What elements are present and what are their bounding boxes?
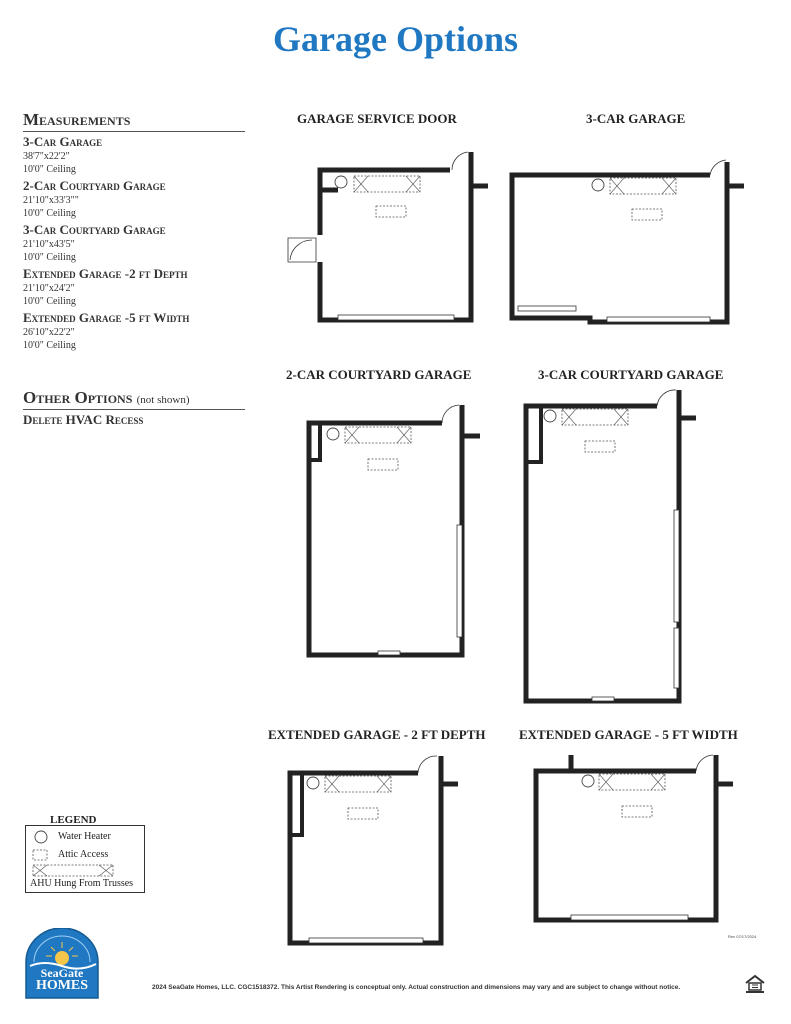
equal-housing-icon <box>744 974 766 994</box>
other-options-note: (not shown) <box>136 394 190 406</box>
plan-title-extended-depth: EXTENDED GARAGE - 2 FT DEPTH <box>268 727 486 742</box>
ahu-icon <box>345 427 411 443</box>
measurements-heading: Measurements <box>23 110 245 132</box>
measurement-size: 26'10"x22'2" <box>23 327 75 338</box>
plan-extended-depth <box>290 756 458 943</box>
measurement-size: 21'10"x43'5" <box>23 239 75 250</box>
legend-attic-access-label: Attic Access <box>58 849 109 860</box>
water-heater-icon <box>582 775 594 787</box>
plan-title-3-car-courtyard: 3-CAR COURTYARD GARAGE <box>538 367 724 382</box>
measurement-name: Extended Garage -5 ft Width <box>23 310 190 325</box>
measurement-ceiling: 10'0" Ceiling <box>23 164 76 175</box>
water-heater-icon <box>35 831 47 843</box>
ahu-icon <box>325 776 391 792</box>
water-heater-icon <box>544 410 556 422</box>
plan-garage-service-door <box>288 152 488 320</box>
measurement-name: 3-Car Garage <box>23 134 103 149</box>
plan-3-car-courtyard <box>526 390 696 701</box>
measurement-name: 2-Car Courtyard Garage <box>23 178 166 193</box>
measurement-size: 21'10"x24'2" <box>23 283 75 294</box>
plan-3-car-garage <box>512 160 744 322</box>
legend-ahu-label: AHU Hung From Trusses <box>30 878 134 889</box>
measurement-ceiling: 10'0" Ceiling <box>23 340 76 351</box>
seagate-logo <box>24 928 100 1000</box>
measurement-ceiling: 10'0" Ceiling <box>23 296 76 307</box>
legend <box>25 825 145 893</box>
attic-access-icon <box>376 206 406 217</box>
logo-text-line2: HOMES <box>35 978 89 993</box>
plan-title-extended-width: EXTENDED GARAGE - 5 FT WIDTH <box>519 727 738 742</box>
measurement-size: 38'7"x22'2" <box>23 151 70 162</box>
measurement-size: 21'10"x33'3"" <box>23 195 79 206</box>
water-heater-icon <box>592 179 604 191</box>
measurement-name: 3-Car Courtyard Garage <box>23 222 166 237</box>
other-option-item: Delete HVAC Recess <box>23 412 144 427</box>
attic-access-icon <box>585 441 615 452</box>
attic-access-icon <box>368 459 398 470</box>
measurement-name: Extended Garage -2 ft Depth <box>23 266 188 281</box>
attic-access-icon <box>33 850 47 860</box>
legend-water-heater-label: Water Heater <box>58 831 111 842</box>
logo-text-line1: SeaGate <box>40 966 84 980</box>
ahu-icon <box>562 409 628 425</box>
measurement-ceiling: 10'0" Ceiling <box>23 208 76 219</box>
water-heater-icon <box>327 428 339 440</box>
legend-title: LEGEND <box>50 814 97 826</box>
plan-2-car-courtyard <box>309 405 480 655</box>
attic-access-icon <box>622 806 652 817</box>
plan-title-3-car: 3-CAR GARAGE <box>586 111 686 126</box>
revision-note: Rev 07/17/2024 <box>728 934 757 939</box>
ahu-icon <box>599 774 665 790</box>
ahu-icon <box>610 178 676 194</box>
water-heater-icon <box>335 176 347 188</box>
ahu-icon <box>33 865 113 876</box>
plan-title-service-door: GARAGE SERVICE DOOR <box>297 111 457 126</box>
water-heater-icon <box>307 777 319 789</box>
plan-title-2-car-courtyard: 2-CAR COURTYARD GARAGE <box>286 367 472 382</box>
attic-access-icon <box>348 808 378 819</box>
page-title: Garage Options <box>272 19 518 59</box>
measurement-ceiling: 10'0" Ceiling <box>23 252 76 263</box>
ahu-icon <box>354 176 420 192</box>
other-options-title: Other Options <box>23 388 133 407</box>
footer-disclaimer: 2024 SeaGate Homes, LLC. CGC1518372. This Artist Rendering is conceptual only. Actual construction and dimensions may vary and are subject to change without notice. <box>152 984 681 991</box>
plan-extended-width <box>536 755 733 920</box>
attic-access-icon <box>632 209 662 220</box>
